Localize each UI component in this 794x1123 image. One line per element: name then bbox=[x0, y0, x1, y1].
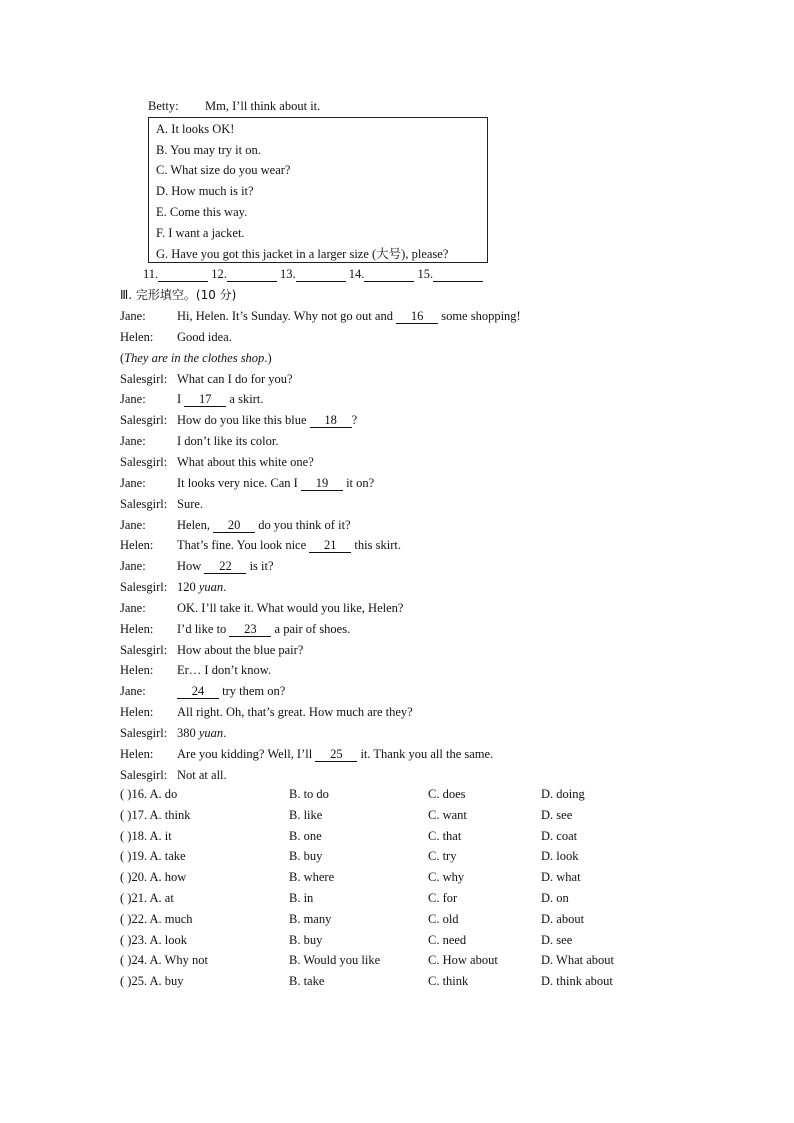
dialogue-line: It looks very nice. Can I 19 it on? bbox=[177, 476, 375, 490]
dialogue-line: That’s fine. You look nice 21 this skirt. bbox=[177, 538, 401, 552]
dialogue-line: What can I do for you? bbox=[177, 372, 293, 386]
dialogue-speaker: Salesgirl: bbox=[120, 726, 168, 740]
dialogue-line: Sure. bbox=[177, 497, 204, 511]
dialogue-speaker: Helen: bbox=[120, 663, 154, 677]
choice-c: C. try bbox=[428, 849, 457, 863]
blank-20: 20 bbox=[213, 518, 255, 533]
dialogue-line: Er… I don’t know. bbox=[177, 663, 272, 677]
choice-d: D. think about bbox=[541, 974, 613, 988]
choice-c: C. old bbox=[428, 912, 459, 926]
choice-d: D. coat bbox=[541, 829, 578, 843]
dialogue-speaker: Jane: bbox=[120, 559, 146, 573]
choice-b: B. Would you like bbox=[289, 953, 381, 967]
dialogue-speaker: Helen: bbox=[120, 330, 154, 344]
dialogue-speaker: Helen: bbox=[120, 705, 154, 719]
dialogue-speaker: Jane: bbox=[120, 518, 146, 532]
blank-16: 16 bbox=[396, 309, 438, 324]
choice-b: B. one bbox=[289, 829, 322, 843]
question-stem: ( )24. A. Why not bbox=[120, 953, 208, 967]
choice-b: B. take bbox=[289, 974, 325, 988]
choice-c: C. why bbox=[428, 870, 465, 884]
choice-c: C. think bbox=[428, 974, 469, 988]
dialogue-line: What about this white one? bbox=[177, 455, 314, 469]
choice-b: B. many bbox=[289, 912, 332, 926]
answer-label-14: 14. bbox=[348, 267, 365, 281]
dialogue-speaker: Jane: bbox=[120, 684, 146, 698]
answer-label-11: 11. bbox=[143, 267, 159, 281]
answer-line bbox=[143, 266, 483, 282]
dialogue-speaker: Helen: bbox=[120, 622, 154, 636]
dialogue-line: 120 yuan. bbox=[177, 580, 227, 594]
options-box bbox=[148, 117, 488, 263]
dialogue-speaker: Jane: bbox=[120, 601, 146, 615]
blank-18: 18 bbox=[310, 413, 352, 428]
choice-c: C. need bbox=[428, 933, 467, 947]
option-c: C. What size do you wear? bbox=[156, 163, 291, 177]
dialogue-line: Are you kidding? Well, I’ll 25 it. Thank you all the same. bbox=[177, 747, 494, 761]
choice-c: C. that bbox=[428, 829, 462, 843]
answer-blank-15[interactable] bbox=[433, 267, 483, 282]
dialogue-line: 380 yuan. bbox=[177, 726, 227, 740]
choice-b: B. buy bbox=[289, 933, 323, 947]
dialogue-speaker: Salesgirl: bbox=[120, 643, 168, 657]
question-stem: ( )21. A. at bbox=[120, 891, 174, 905]
answer-blank-12[interactable] bbox=[227, 267, 277, 282]
choice-d: D. doing bbox=[541, 787, 585, 801]
intro-text: Mm, I’ll think about it. bbox=[205, 99, 321, 113]
blank-19: 19 bbox=[301, 476, 343, 491]
blank-21: 21 bbox=[309, 538, 351, 553]
option-d: D. How much is it? bbox=[156, 184, 254, 198]
blank-22: 22 bbox=[204, 559, 246, 574]
dialogue-speaker: Helen: bbox=[120, 747, 154, 761]
choice-b: B. where bbox=[289, 870, 335, 884]
answer-label-15: 15. bbox=[417, 267, 434, 281]
dialogue-speaker: Jane: bbox=[120, 434, 146, 448]
dialogue-speaker: Salesgirl: bbox=[120, 455, 168, 469]
option-e: E. Come this way. bbox=[156, 205, 248, 219]
choice-c: C. How about bbox=[428, 953, 498, 967]
choice-c: C. does bbox=[428, 787, 466, 801]
dialogue-line: I don’t like its color. bbox=[177, 434, 279, 448]
option-b: B. You may try it on. bbox=[156, 143, 261, 157]
choice-d: D. see bbox=[541, 933, 573, 947]
choice-d: D. what bbox=[541, 870, 581, 884]
dialogue-line: How do you like this blue 18 ? bbox=[177, 413, 358, 427]
blank-17: 17 bbox=[184, 392, 226, 407]
section-heading: Ⅲ. 完形填空。(10 分) bbox=[120, 288, 237, 302]
dialogue-line: I 17 a skirt. bbox=[177, 392, 264, 406]
dialogue-line: Not at all. bbox=[177, 768, 227, 782]
dialogue-line: Good idea. bbox=[177, 330, 232, 344]
choice-b: B. buy bbox=[289, 849, 323, 863]
dialogue-line: All right. Oh, that’s great. How much are they? bbox=[177, 705, 413, 719]
answer-blank-14[interactable] bbox=[364, 267, 414, 282]
option-f: F. I want a jacket. bbox=[156, 226, 245, 240]
option-g: G. Have you got this jacket in a larger size (大号), please? bbox=[156, 247, 449, 261]
blank-25: 25 bbox=[315, 747, 357, 762]
dialogue-line: I’d like to 23 a pair of shoes. bbox=[177, 622, 351, 636]
question-stem: ( )17. A. think bbox=[120, 808, 191, 822]
dialogue-line: Hi, Helen. It’s Sunday. Why not go out and 16 some shopping! bbox=[177, 309, 521, 323]
choice-d: D. look bbox=[541, 849, 579, 863]
answer-label-12: 12. bbox=[211, 267, 227, 281]
question-stem: ( )16. A. do bbox=[120, 787, 178, 801]
question-stem: ( )23. A. look bbox=[120, 933, 188, 947]
dialogue-line: OK. I’ll take it. What would you like, Helen? bbox=[177, 601, 404, 615]
dialogue-speaker: Salesgirl: bbox=[120, 768, 168, 782]
choice-b: B. like bbox=[289, 808, 323, 822]
dialogue-speaker: Jane: bbox=[120, 392, 146, 406]
choice-d: D. What about bbox=[541, 953, 615, 967]
question-stem: ( )20. A. how bbox=[120, 870, 187, 884]
dialogue-speaker: Salesgirl: bbox=[120, 413, 168, 427]
dialogue-line: 24 try them on? bbox=[177, 683, 285, 699]
choice-b: B. in bbox=[289, 891, 314, 905]
choice-c: C. want bbox=[428, 808, 467, 822]
choice-c: C. for bbox=[428, 891, 458, 905]
answer-blank-13[interactable] bbox=[296, 267, 346, 282]
dialogue-speaker: Salesgirl: bbox=[120, 497, 168, 511]
dialogue-line: How 22 is it? bbox=[177, 559, 274, 573]
dialogue-speaker: Salesgirl: bbox=[120, 580, 168, 594]
dialogue-line: How about the blue pair? bbox=[177, 643, 304, 657]
dialogue-speaker: Salesgirl: bbox=[120, 372, 168, 386]
question-stem: ( )18. A. it bbox=[120, 829, 172, 843]
blank-24: 24 bbox=[177, 684, 219, 699]
choice-b: B. to do bbox=[289, 787, 329, 801]
question-stem: ( )19. A. take bbox=[120, 849, 186, 863]
choice-d: D. see bbox=[541, 808, 573, 822]
option-a: A. It looks OK! bbox=[156, 122, 235, 136]
intro-speaker: Betty: bbox=[148, 99, 179, 113]
dialogue-speaker: Helen: bbox=[120, 538, 154, 552]
blank-23: 23 bbox=[229, 622, 271, 637]
answer-blank-11[interactable] bbox=[158, 267, 208, 282]
dialogue-speaker: Jane: bbox=[120, 309, 146, 323]
answer-label-13: 13. bbox=[280, 267, 296, 281]
question-stem: ( )25. A. buy bbox=[120, 974, 184, 988]
choice-d: D. about bbox=[541, 912, 585, 926]
choice-d: D. on bbox=[541, 891, 569, 905]
stage-direction: (They are in the clothes shop.) bbox=[120, 351, 272, 365]
dialogue-line: Helen, 20 do you think of it? bbox=[177, 518, 351, 532]
question-stem: ( )22. A. much bbox=[120, 912, 193, 926]
dialogue-speaker: Jane: bbox=[120, 476, 146, 490]
